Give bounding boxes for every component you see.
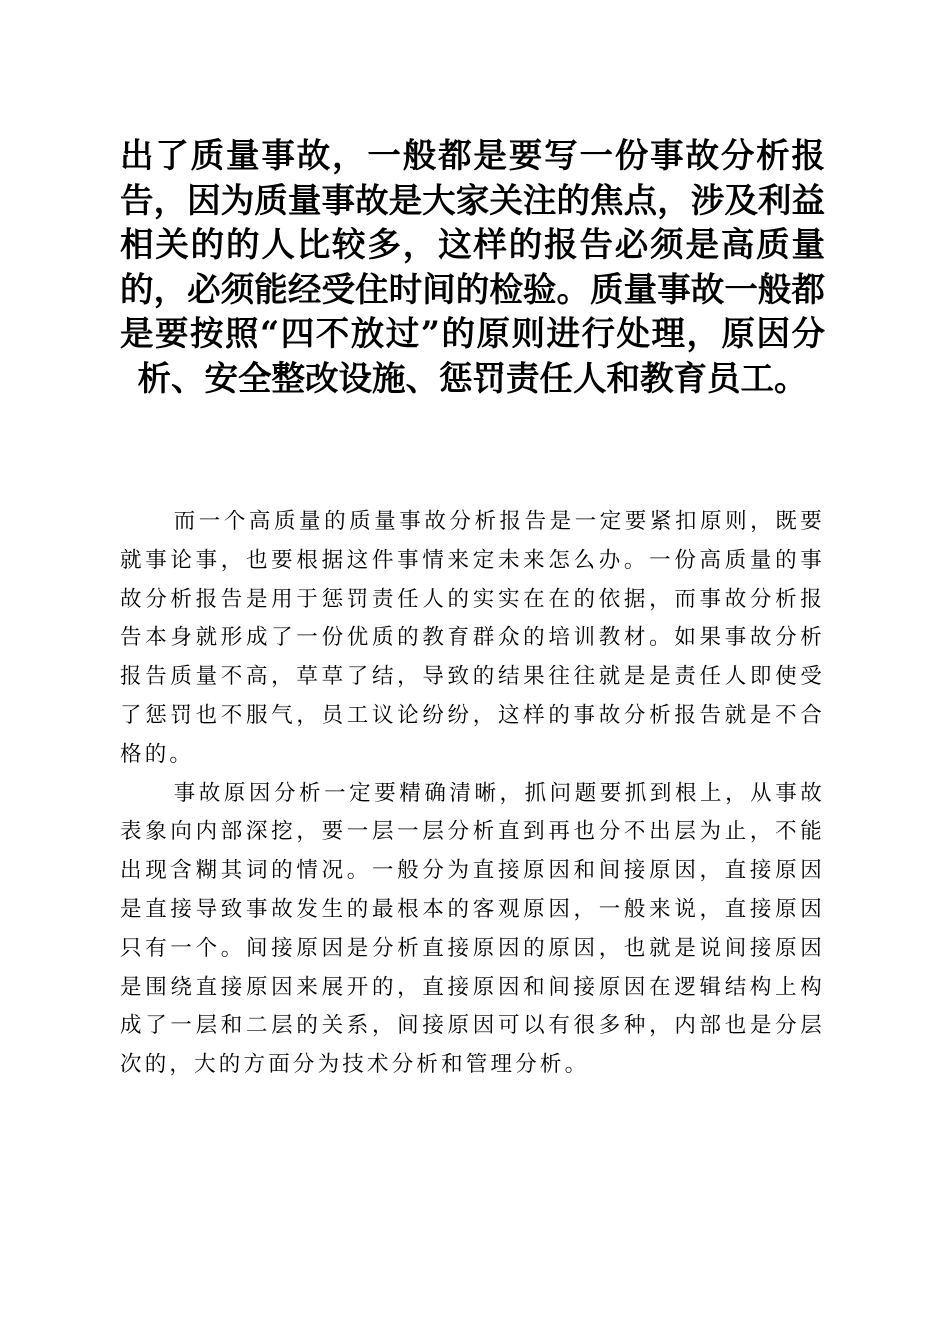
document-title: 出了质量事故，一般都是要写一份事故分析报告，因为质量事故是大家关注的焦点，涉及利益相关的的人比较多，这样的报告必须是高质量的，必须能经受住时间的检验。质量事故一般都是要按照“四不放过”的原则进行处理，原因分析、安全整改设施、惩罚责任人和教育员工。 [120, 136, 825, 398]
paragraph-2: 事故原因分析一定要精确清晰，抓问题要抓到根上，从事故表象向内部深挖，要一层一层分析直到再也分不出层为止，不能出现含糊其词的情况。一般分为直接原因和间接原因，直接原因是直接导致事故发生的最根本的客观原因，一般来说，直接原因只有一个。间接原因是分析直接原因的原因，也就是说间接原因是围绕直接原因来展开的，直接原因和间接原因在逻辑结构上构成了一层和二层的关系，间接原因可以有很多种，内部也是分层次的，大的方面分为技术分析和管理分析。 [120, 780, 825, 1078]
document-body [120, 503, 825, 1085]
paragraph-1: 而一个高质量的质量事故分析报告是一定要紧扣原则，既要就事论事，也要根据这件事情来定未来怎么办。一份高质量的事故分析报告是用于惩罚责任人的实实在在的依据，而事故分析报告本身就形成了一份优质的教育群众的培训教材。如果事故分析报告质量不高，草草了结，导致的结果往往就是是责任人即使受了惩罚也不服气，员工议论纷纷，这样的事故分析报告就是不合格的。 [120, 509, 825, 767]
